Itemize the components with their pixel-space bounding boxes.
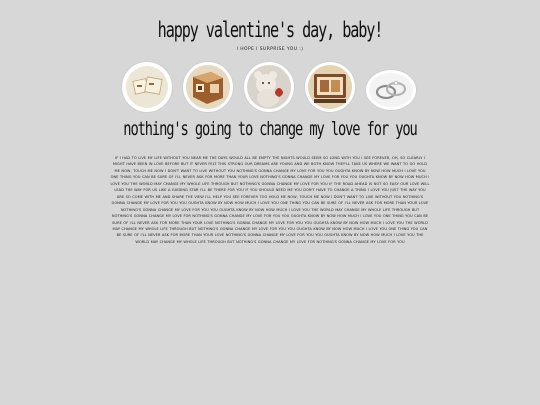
photo-teddy-bear[interactable]	[244, 62, 294, 112]
candy-boxes-image	[122, 62, 172, 112]
rings-image	[366, 70, 416, 110]
song-heading: nothing's going to change my love for you	[123, 118, 417, 140]
gift-frame-image	[305, 62, 355, 112]
teddy-bear-image	[244, 62, 294, 112]
photo-gift-frame[interactable]	[305, 62, 355, 112]
page-subtitle: I HOPE I SURPRISE YOU :)	[236, 47, 304, 52]
photo-row	[0, 61, 540, 113]
photo-cube-image	[183, 62, 233, 112]
photo-candy-boxes[interactable]	[122, 62, 172, 112]
page-title: happy valentine's day, baby!	[157, 18, 383, 42]
song-lyrics: IF I HAD TO LIVE MY LIFE WITHOUT YOU NEAR ME THE DAYS WOULD ALL BE EMPTY THE NIGHTS WOULD SEEM SO LONG WITH YOU I SEE FOREVER, OH, SO CLEARLY I MIGHT HAVE BEEN IN LOVE BEFORE BUT IT NEVER FELT THIS STRONG OUR DREAMS ARE YOUNG AND WE BOTH KNOW THEY'LL TAKE US WHERE WE WANT TO GO HOLD ME NOW, TOUCH ME NOW I DON'T WANT TO LIVE WITHOUT YOU NOTHING'S GONNA CHANGE MY LOVE FOR YOU YOU OUGHTA KNOW BY NOW HOW MUCH I LOVE YOU ONE THING YOU CAN BE SURE OF I'LL NEVER ASK FOR MORE THAN YOUR LOVE NOTHING'S GONNA CHANGE MY LOVE FOR YOU YOU OUGHTA KNOW BY NOW HOW MUCH I LOVE YOU THE WORLD MAY CHANGE MY WHOLE LIFE THROUGH BUT NOTHING'S GONNA CHANGE MY LOVE FOR YOU IF THE ROAD AHEAD IS NOT SO EASY OUR LOVE WILL LEAD THE WAY FOR US LIKE A GUIDING STAR I'LL BE THERE FOR YOU IF YOU SHOULD NEED ME YOU DON'T HAVE TO CHANGE A THING I LOVE YOU JUST THE WAY YOU ARE SO COME WITH ME AND SHARE THE VIEW I'LL HELP YOU SEE FOREVER TOO HOLD ME NOW, TOUCH ME NOW I DON'T WANT TO LIVE WITHOUT YOU NOTHING'S GONNA CHANGE MY LOVE FOR YOU YOU OUGHTA KNOW BY NOW HOW MUCH I LOVE YOU ONE THING YOU CAN BE SURE OF I'LL NEVER ASK FOR MORE THAN YOUR LOVE NOTHING'S GONNA CHANGE MY LOVE FOR YOU YOU OUGHTA KNOW BY NOW HOW MUCH I LOVE YOU THE WORLD MAY CHANGE MY WHOLE LIFE THROUGH BUT NOTHING'S GONNA CHANGE MY LOVE FOR NOTHING'S GONNA CHANGE MY LOVE FOR YOU YOU OUGHTA KNOW BY NOW HOW MUCH I LOVE YOU ONE THING YOU CAN BE SURE OF I'LL NEVER ASK FOR MORE THAN YOUR LOVE NOTHING'S GONNA CHANGE MY LOVE FOR YOU YOU OUGHTA KNOW BY NOW HOW MUCH I LOVE YOU THE WORLD MAY CHANGE MY WHOLE LIFE THROUGH BUT NOTHING'S GONNA CHANGE MY LOVE FOR YOU YOU OUGHTA KNOW BY NOW HOW MUCH I LOVE YOU ONE THING YOU CAN BE SURE OF I'LL NEVER ASK FOR MORE THAN YOUR LOVE NOTHING'S GONNA CHANGE MY LOVE FOR YOU YOU OUGHTA KNOW BY NOW HOW MUCH I LOVE YOU THE WORLD MAY CHANGE MY WHOLE LIFE THROUGH BUT NOTHING'S GONNA CHANGE MY LOVE FOR NOTHING'S GONNA CHANGE MY LOVE FOR YOU	[110, 156, 430, 244]
photo-photo-cube[interactable]	[183, 62, 233, 112]
photo-rings[interactable]	[366, 70, 416, 110]
